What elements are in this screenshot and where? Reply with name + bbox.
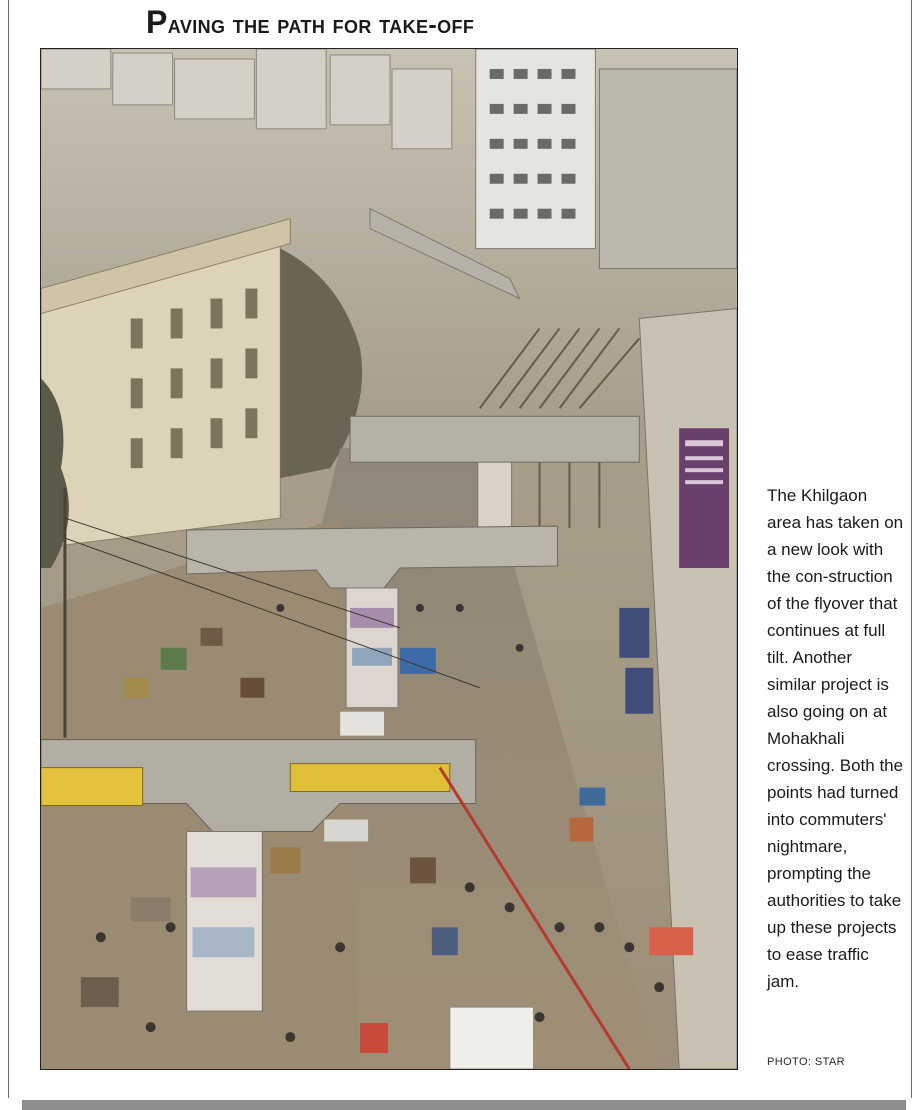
photo-illustration	[41, 49, 737, 1069]
right-column-rule	[911, 0, 912, 1098]
photo-caption: The Khilgaon area has taken on a new look with the con-struction of the flyover that continues at full tilt. Another similar project is also going on at Mohakhali crossing. Both the points had turned into commuters' nightmare, prompting the authorities to take up these projects to ease traffic jam.	[767, 486, 904, 991]
headline-rest: aving the path for take-off	[167, 11, 475, 39]
grey-tower	[599, 69, 737, 269]
flyover-construction-photo	[40, 48, 738, 1070]
photo-credit: PHOTO: STAR	[767, 1056, 845, 1068]
far-pier-cap	[350, 416, 639, 462]
blue-signboard	[619, 608, 649, 658]
headline	[146, 0, 474, 47]
purple-signboard	[679, 428, 729, 568]
far-pier-column	[478, 462, 512, 528]
near-pier-column	[187, 831, 263, 1011]
bottom-divider-bar	[22, 1100, 906, 1110]
yellow-banner-left	[41, 768, 143, 806]
yellow-banner-center	[290, 764, 450, 792]
left-column-rule	[8, 0, 9, 1098]
headline-initial: P	[146, 4, 168, 40]
